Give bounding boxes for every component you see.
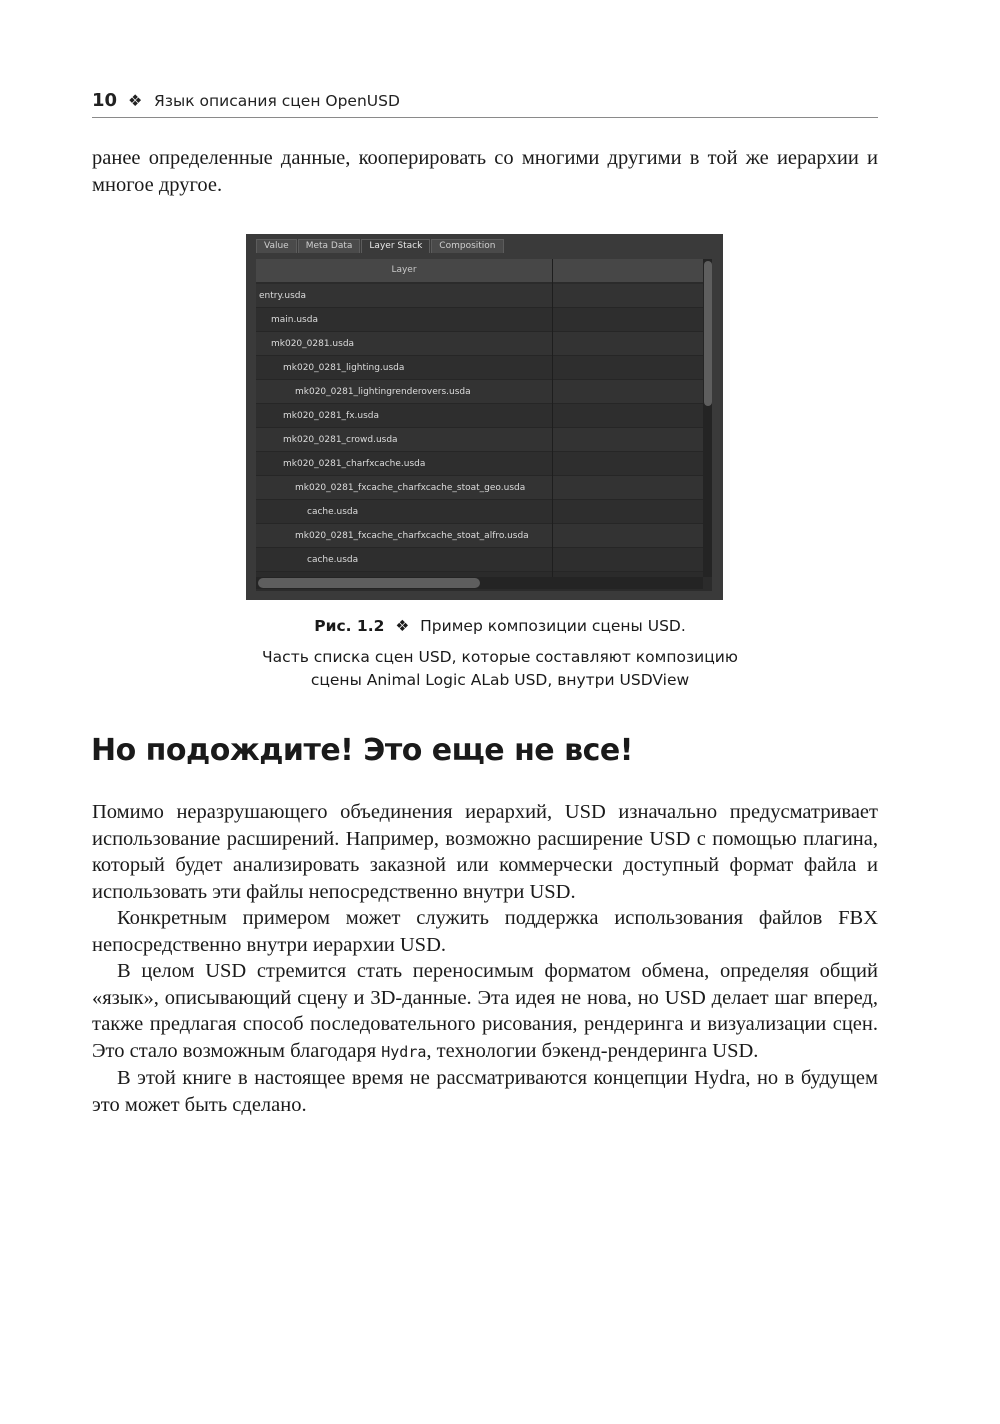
paragraph: Помимо неразрушающего объединения иерархий, USD изначально предусматривает использование расширений. Например, возможно расширение USD с помощью плагина, который будет анализировать заказной или коммерчески доступный формат файла и использовать эти файлы непосредственно внутри USD. — [92, 801, 878, 903]
layer-row[interactable]: mk020_0281_lighting.usda — [256, 356, 703, 380]
running-title: Язык описания сцен OpenUSD — [154, 92, 400, 110]
paragraph — [92, 958, 878, 1065]
paragraph: В этой книге в настоящее время не рассматриваются концепции Hydra, но в будущем это может быть сделано. — [92, 1067, 878, 1116]
layer-rows — [256, 284, 703, 572]
column-divider — [552, 259, 553, 577]
paragraph-text: , технологии бэкенд-рендеринга USD. — [426, 1039, 759, 1062]
page-header — [92, 89, 878, 118]
tab-layer-stack[interactable]: Layer Stack — [361, 239, 430, 253]
layer-row[interactable]: mk020_0281_fx.usda — [256, 404, 703, 428]
caption-line: Часть списка сцен USD, которые составляют композицию — [262, 648, 738, 666]
column-header-empty[interactable] — [553, 259, 703, 282]
layer-row[interactable]: mk020_0281_fxcache_charfxcache_stoat_geo.usda — [256, 476, 703, 500]
tab-composition[interactable]: Composition — [431, 239, 503, 253]
inline-code: Hydra — [381, 1042, 427, 1061]
section-body — [92, 799, 878, 1118]
layer-row[interactable]: mk020_0281_crowd.usda — [256, 428, 703, 452]
tab-meta-data[interactable]: Meta Data — [298, 239, 361, 253]
usdview-screenshot — [246, 234, 723, 600]
layer-table — [256, 259, 712, 591]
column-header-layer[interactable]: Layer — [256, 259, 552, 282]
figure-title: Пример композиции сцены USD. — [420, 617, 686, 635]
tab-bar — [256, 239, 505, 253]
horizontal-scroll-thumb[interactable] — [258, 578, 480, 588]
vertical-scroll-thumb[interactable] — [704, 261, 712, 406]
section-heading: Но подождите! Это еще не все! — [91, 733, 633, 768]
layer-row[interactable]: mk020_0281.usda — [256, 332, 703, 356]
paragraph-text: В целом USD стремится стать переносимым форматом обмена, определяя общий «язык», описывающий сцену и 3D-данные. Эта идея не нова, но USD делает шаг вперед, также предлагая способ последовательного рисования, рендеринга и визуализации сцен. Это стало возможным благодаря — [92, 960, 878, 1062]
header-ornament-icon: ❖ — [128, 91, 143, 110]
layer-row[interactable]: cache.usda — [256, 500, 703, 524]
intro-paragraph: ранее определенные данные, кооперировать со многими другими в той же иерархии и многое другое. — [92, 147, 878, 196]
tab-value[interactable]: Value — [256, 239, 297, 253]
figure-label: Рис. 1.2 — [314, 617, 385, 635]
layer-row[interactable]: mk020_0281_lightingrenderovers.usda — [256, 380, 703, 404]
layer-row[interactable]: entry.usda — [256, 284, 703, 308]
layer-row[interactable]: mk020_0281_charfxcache.usda — [256, 452, 703, 476]
caption-ornament-icon: ❖ — [395, 617, 410, 635]
caption-line: сцены Animal Logic ALab USD, внутри USDView — [310, 671, 690, 689]
layer-row[interactable]: main.usda — [256, 308, 703, 332]
figure-caption-title — [180, 617, 820, 635]
paragraph: Конкретным примером может служить поддержка использования файлов FBX непосредственно внутри иерархии USD. — [92, 907, 878, 956]
page-number: 10 — [92, 90, 118, 111]
figure-caption-description — [180, 646, 820, 692]
layer-row[interactable]: cache.usda — [256, 548, 703, 572]
layer-row[interactable]: mk020_0281_fxcache_charfxcache_stoat_alfro.usda — [256, 524, 703, 548]
